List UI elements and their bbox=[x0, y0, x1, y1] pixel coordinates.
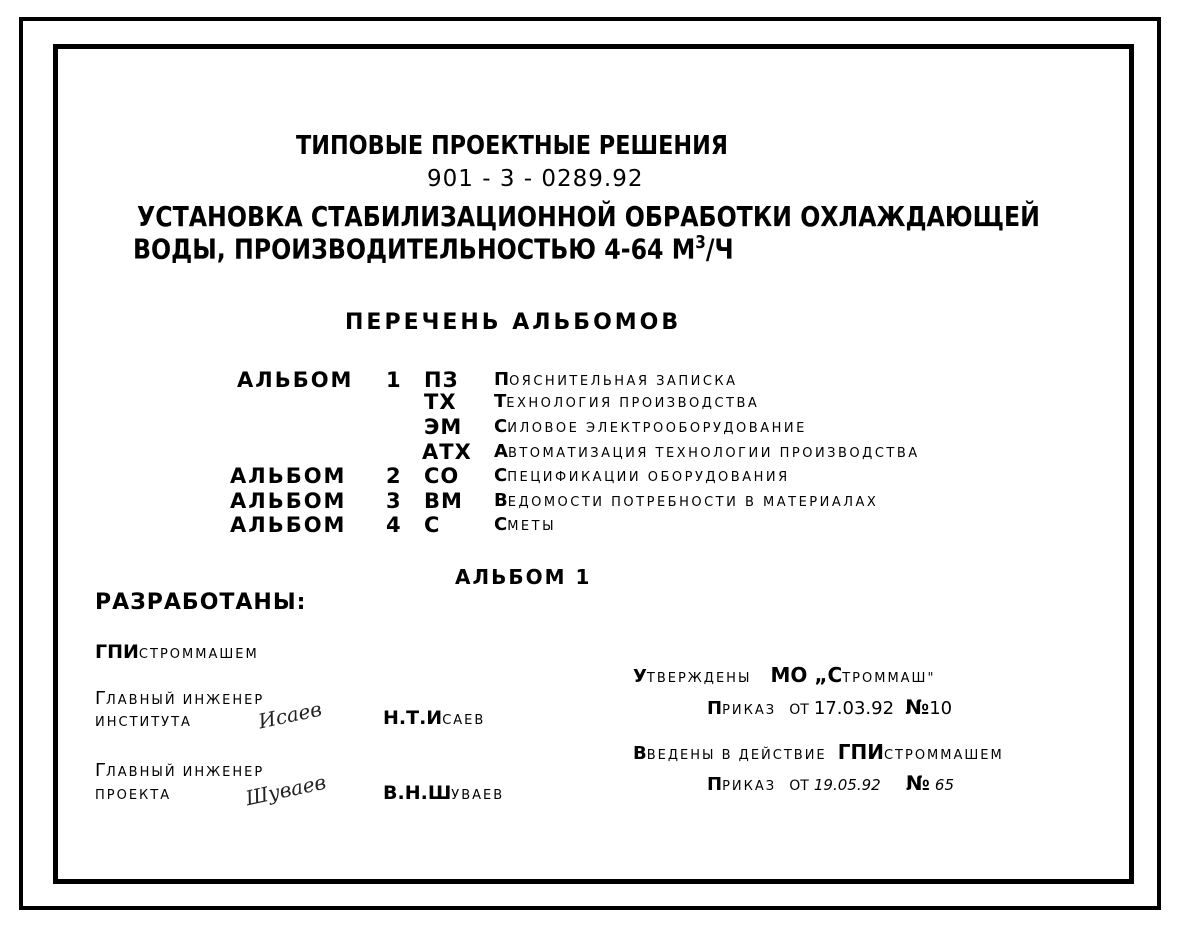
album-section-desc bbox=[494, 467, 790, 485]
desc-rest: ПЕЦИФИКАЦИИ ОБОРУДОВАНИЯ bbox=[507, 470, 790, 485]
album-section-code: АТХ bbox=[422, 440, 472, 464]
order1-from: ОТ bbox=[789, 702, 809, 718]
desc-initial: С bbox=[494, 416, 508, 437]
doc-series-heading: ТИПОВЫЕ ПРОЕКТНЫЕ РЕШЕНИЯ bbox=[296, 131, 729, 161]
chief-proj-rest: ЛАВНЫЙ ИНЖЕНЕР bbox=[105, 765, 265, 780]
album-number: 2 bbox=[386, 464, 401, 488]
album-section-code: ТХ bbox=[424, 390, 457, 414]
album-number: 1 bbox=[386, 368, 401, 392]
doc-title-line2 bbox=[133, 232, 734, 266]
album-section-code: С bbox=[424, 513, 441, 537]
desc-rest: ВТОМАТИЗАЦИЯ ТЕХНОЛОГИИ ПРОИЗВОДСТВА bbox=[507, 446, 920, 461]
approved-org: МО „С bbox=[770, 663, 843, 687]
order1-line bbox=[707, 697, 952, 718]
album-section-desc bbox=[494, 418, 807, 436]
enacted-org-rest: СТРОММАШЕМ bbox=[883, 748, 1004, 763]
chief-project-title bbox=[95, 762, 264, 780]
chief-institute-title bbox=[95, 690, 264, 708]
signature-isaev: Исаев bbox=[256, 696, 324, 734]
desc-initial: С bbox=[494, 514, 508, 535]
album-list-heading: ПЕРЕЧЕНЬ АЛЬБОМОВ bbox=[345, 310, 682, 335]
album-section-code: ВМ bbox=[424, 489, 463, 513]
order2-cap: П bbox=[707, 774, 723, 795]
order2-date: 19.05.92 bbox=[813, 776, 881, 794]
approved-line bbox=[633, 665, 935, 686]
chief-inst-rest: ЛАВНЫЙ ИНЖЕНЕР bbox=[105, 693, 265, 708]
order2-rest: РИКАЗ bbox=[722, 779, 777, 794]
title-line2-text: ВОДЫ, ПРОИЗВОДИТЕЛЬНОСТЬЮ 4-64 М bbox=[133, 232, 696, 266]
enacted-cap: В bbox=[633, 743, 647, 764]
org-rest: СТРОММАШЕМ bbox=[138, 647, 259, 662]
desc-rest: ЕХНОЛОГИЯ ПРОИЗВОДСТВА bbox=[506, 396, 760, 411]
order2-no-label: № bbox=[905, 771, 930, 795]
doc-code: 901 - 3 - 0289.92 bbox=[427, 166, 644, 192]
chief-project-subtitle: ПРОЕКТА bbox=[95, 788, 172, 803]
desc-rest: ИЛОВОЕ ЭЛЕКТРООБОРУДОВАНИЕ bbox=[507, 421, 807, 436]
order1-no-label: № bbox=[905, 695, 930, 719]
album-number: 4 bbox=[386, 513, 401, 537]
desc-rest: ЕДОМОСТИ ПОТРЕБНОСТИ В МАТЕРИАЛАХ bbox=[507, 495, 879, 510]
order2-no: 65 bbox=[934, 776, 955, 794]
album-label: АЛЬБОМ bbox=[237, 368, 354, 392]
enacted-line bbox=[633, 742, 1004, 763]
shuvaev-rest: УВАЕВ bbox=[451, 788, 505, 803]
current-album-label: АЛЬБОМ 1 bbox=[455, 565, 592, 589]
title-unit-suffix: /Ч bbox=[705, 232, 734, 266]
album-section-desc bbox=[494, 516, 556, 534]
order1-date: 17.03.92 bbox=[813, 698, 895, 719]
developer-org bbox=[95, 643, 259, 662]
approved-org-rest: ТРОММАШ" bbox=[842, 671, 936, 686]
desc-rest: МЕТЫ bbox=[507, 519, 557, 534]
enacted-org-caps: ГПИ bbox=[837, 740, 884, 764]
developers-heading: РАЗРАБОТАНЫ: bbox=[95, 590, 307, 615]
enacted-rest: ВЕДЕНЫ В ДЕЙСТВИЕ bbox=[646, 748, 827, 763]
album-label: АЛЬБОМ bbox=[230, 464, 347, 488]
album-section-desc bbox=[494, 393, 759, 411]
album-section-code: ПЗ bbox=[424, 368, 459, 392]
desc-initial: С bbox=[494, 465, 508, 486]
org-caps: ГПИ bbox=[95, 641, 139, 663]
desc-initial: Т bbox=[494, 391, 507, 412]
order2-line bbox=[707, 773, 954, 794]
desc-rest: ОЯСНИТЕЛЬНАЯ ЗАПИСКА bbox=[509, 374, 738, 389]
isaev-caps: Н.Т.И bbox=[383, 707, 443, 729]
album-section-desc bbox=[494, 443, 920, 461]
album-label: АЛЬБОМ bbox=[230, 489, 347, 513]
album-section-code: СО bbox=[424, 464, 460, 488]
order1-no: 10 bbox=[929, 698, 953, 719]
chief-institute-name bbox=[383, 709, 485, 728]
desc-initial: А bbox=[494, 441, 508, 462]
order1-cap: П bbox=[707, 698, 723, 719]
isaev-rest: САЕВ bbox=[442, 713, 486, 728]
doc-title-line1: УСТАНОВКА СТАБИЛИЗАЦИОННОЙ ОБРАБОТКИ ОХЛАЖДАЮЩЕЙ bbox=[137, 200, 1040, 233]
chief-proj-cap: Г bbox=[95, 760, 106, 781]
chief-inst-cap: Г bbox=[95, 688, 106, 709]
album-section-desc bbox=[494, 371, 738, 389]
signature-shuvaev: Шуваев bbox=[243, 769, 329, 811]
order1-rest: РИКАЗ bbox=[722, 703, 777, 718]
album-label: АЛЬБОМ bbox=[230, 513, 347, 537]
desc-initial: П bbox=[494, 369, 510, 390]
album-number: 3 bbox=[386, 489, 401, 513]
title-sup: 3 bbox=[695, 232, 706, 253]
album-section-code: ЭМ bbox=[424, 415, 463, 439]
approved-rest: ТВЕРЖДЕНЫ bbox=[646, 671, 752, 686]
desc-initial: В bbox=[494, 490, 508, 511]
chief-project-name bbox=[383, 784, 504, 803]
album-section-desc bbox=[494, 492, 878, 510]
approved-cap: У bbox=[633, 666, 647, 687]
chief-institute-subtitle: ИНСТИТУТА bbox=[95, 715, 192, 730]
order2-from: ОТ bbox=[789, 778, 809, 794]
shuvaev-caps: В.Н.Ш bbox=[383, 782, 452, 804]
